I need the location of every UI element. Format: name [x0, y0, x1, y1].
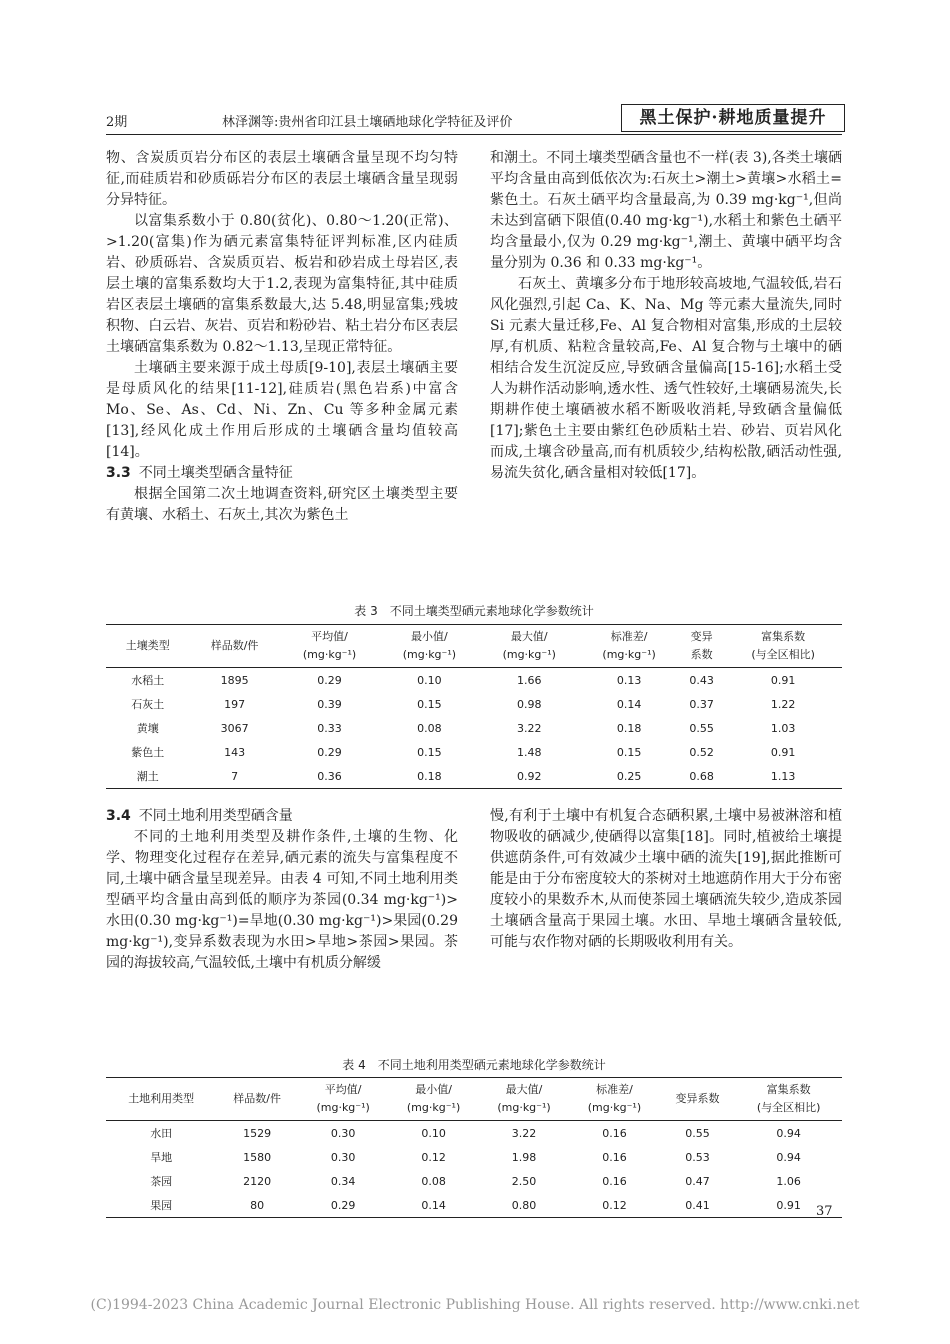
table-4-caption: 表 4 不同土地利用类型硒元素地球化学参数统计: [342, 1058, 606, 1072]
column-header: 变异 系数: [679, 625, 724, 668]
column-header: 富集系数 (与全区相比): [724, 625, 842, 668]
left-column-bottom: [106, 806, 458, 974]
right-column-bottom: [490, 806, 842, 953]
section-heading-3-4: 3.4 不同土地利用类型硒含量: [106, 808, 293, 824]
paragraph: 和潮土。不同土壤类型硒含量也不一样(表 3),各类土壤硒平均含量由高到低依次为:石灰土>潮土>黄壤>水稻土=紫色土。石灰土硒平均含量最高,为 0.39 mg·kg⁻¹,但尚未达到富硒下限值(0.40 mg·kg⁻¹),水稻土和紫色土硒平均含量最小,仅为 0.29 mg·kg⁻¹,潮土、黄壤中硒平均含量分别为 0.36 和 0.33 mg·kg⁻¹。: [490, 150, 842, 271]
paragraph: 物、含炭质页岩分布区的表层土壤硒含量呈现不均匀特征,而硅质岩和砂质砾岩分布区的表层土壤硒含量呈现弱分异特征。: [106, 150, 458, 208]
page-number: 37: [816, 1204, 833, 1219]
table-row: 旱地 1580 0.30 0.12 1.98 0.16 0.53 0.94: [150, 1150, 801, 1164]
paragraph: 土壤硒主要来源于成土母质[9-10],表层土壤硒主要是母质风化的结果[11-12],硅质岩(黑色岩系)中富含 Mo、Se、As、Cd、Ni、Zn、Cu 等多种金属元素[13],经风化成土作用后形成的土壤硒含量均值较高[14]。: [106, 360, 458, 460]
paragraph: 不同的土地利用类型及耕作条件,土壤的生物、化学、物理变化过程存在差异,硒元素的流失与富集程度不同,土壤中硒含量呈现差异。由表 4 可知,不同土地利用类型硒平均含量由高到低的顺序为茶园(0.34 mg·kg⁻¹)>水田(0.30 mg·kg⁻¹)=旱地(0.30 mg·kg⁻¹)>果园(0.29 mg·kg⁻¹),变异系数表现为水田>旱地>茶园>果园。茶园的海拔较高,气温较低,土壤中有机质分解缓: [106, 829, 458, 971]
column-header: 最大值/ (mg·kg⁻¹): [479, 1078, 569, 1121]
column-header: 样品数/件: [216, 1078, 298, 1121]
column-header: 最小值/ (mg·kg⁻¹): [379, 625, 479, 668]
table-row: 紫色土 143 0.29 0.15 1.48 0.15 0.52 0.91: [131, 745, 796, 759]
table-row: 黄壤 3067 0.33 0.08 3.22 0.18 0.55 1.03: [136, 721, 796, 735]
table-4: [106, 1077, 842, 1218]
paragraph: 石灰土、黄壤多分布于地形较高坡地,气温较低,岩石风化强烈,引起 Ca、K、Na、Mg 等元素大量流失,同时 Si 元素大量迁移,Fe、Al 复合物相对富集,形成的土层较厚,有机质、粘粒含量较高,Fe、Al 复合物与土壤中的硒相结合发生沉淀反应,导致硒含量偏高[15-16];水稻土受人为耕作活动影响,透水性、透气性较好,土壤硒易流失,长期耕作使土壤硒被水稻不断吸收消耗,导致硒含量偏低[17];紫色土主要由紫红色砂质粘土岩、砂岩、页岩风化而成,土壤含砂量高,而有机质较少,结构松散,硒活动性强,易流失贫化,硒含量相对较低[17]。: [490, 276, 842, 481]
section-heading-3-3: 3.3 不同土壤类型硒含量特征: [106, 465, 293, 481]
running-title: 林泽渊等:贵州省印江县土壤硒地球化学特征及评价: [222, 115, 513, 130]
header-rule: [106, 134, 842, 135]
table-row: 潮土 7 0.36 0.18 0.92 0.25 0.68 1.13: [106, 764, 842, 789]
column-header: 土壤类型: [106, 625, 190, 668]
column-header: 标准差/ (mg·kg⁻¹): [579, 625, 679, 668]
journal-column-badge: 黑土保护·耕地质量提升: [621, 104, 845, 132]
issue-label: 2期: [106, 115, 128, 130]
table-row: 果园 80 0.29 0.14 0.80 0.12 0.41 0.91: [106, 1193, 842, 1218]
copyright-footer: (C)1994-2023 China Academic Journal Electronic Publishing House. All rights reserved. http://www.cnki.net: [90, 1297, 860, 1313]
table-row: 茶园 2120 0.34 0.08 2.50 0.16 0.47 1.06: [150, 1174, 801, 1188]
column-header: 土地利用类型: [106, 1078, 216, 1121]
column-header: 标准差/ (mg·kg⁻¹): [569, 1078, 659, 1121]
left-column-top: [106, 148, 458, 526]
table-3: [106, 624, 842, 789]
paragraph: 慢,有利于土壤中有机复合态硒积累,土壤中易被淋溶和植物吸收的硒减少,使硒得以富集[18]。同时,植被给土壤提供遮荫条件,可有效减少土壤中硒的流失[19],据此推断可能是由于分布密度较大的茶树对土地遮荫作用大于分布密度较小的果数乔木,从而使茶园土壤硒流失较少,造成茶园土壤硒含量高于果园土壤。水田、旱地土壤硒含量较低,可能与农作物对硒的长期吸收利用有关。: [490, 808, 842, 950]
table-row: 石灰土 197 0.39 0.15 0.98 0.14 0.37 1.22: [131, 697, 796, 711]
column-header: 平均值/ (mg·kg⁻¹): [280, 625, 380, 668]
column-header: 最大值/ (mg·kg⁻¹): [479, 625, 579, 668]
table-row: 水田 1529 0.30 0.10 3.22 0.16 0.55 0.94: [150, 1126, 801, 1140]
table-row: 水稻土 1895 0.29 0.10 1.66 0.13 0.43 0.91: [131, 673, 796, 687]
column-header: 样品数/件: [190, 625, 280, 668]
right-column-top: [490, 148, 842, 484]
column-header: 变异系数: [660, 1078, 736, 1121]
column-header: 最小值/ (mg·kg⁻¹): [388, 1078, 478, 1121]
table-3-caption: 表 3 不同土壤类型硒元素地球化学参数统计: [354, 604, 594, 618]
paragraph: 以富集系数小于 0.80(贫化)、0.80～1.20(正常)、>1.20(富集)作为硒元素富集特征评判标准,区内硅质岩、砂质砾岩、含炭质页岩、板岩和砂岩成土母岩区,表层土壤的富集系数均大于1.2,表现为富集特征,其中硅质岩区表层土壤硒的富集系数最大,达 5.48,明显富集;残坡积物、白云岩、灰岩、页岩和粉砂岩、粘土岩分布区表层土壤硒富集系数为 0.82～1.13,呈现正常特征。: [106, 213, 458, 355]
paragraph: 根据全国第二次土地调查资料,研究区土壤类型主要有黄壤、水稻土、石灰土,其次为紫色土: [106, 486, 458, 523]
column-header: 富集系数 (与全区相比): [735, 1078, 842, 1121]
column-header: 平均值/ (mg·kg⁻¹): [298, 1078, 388, 1121]
